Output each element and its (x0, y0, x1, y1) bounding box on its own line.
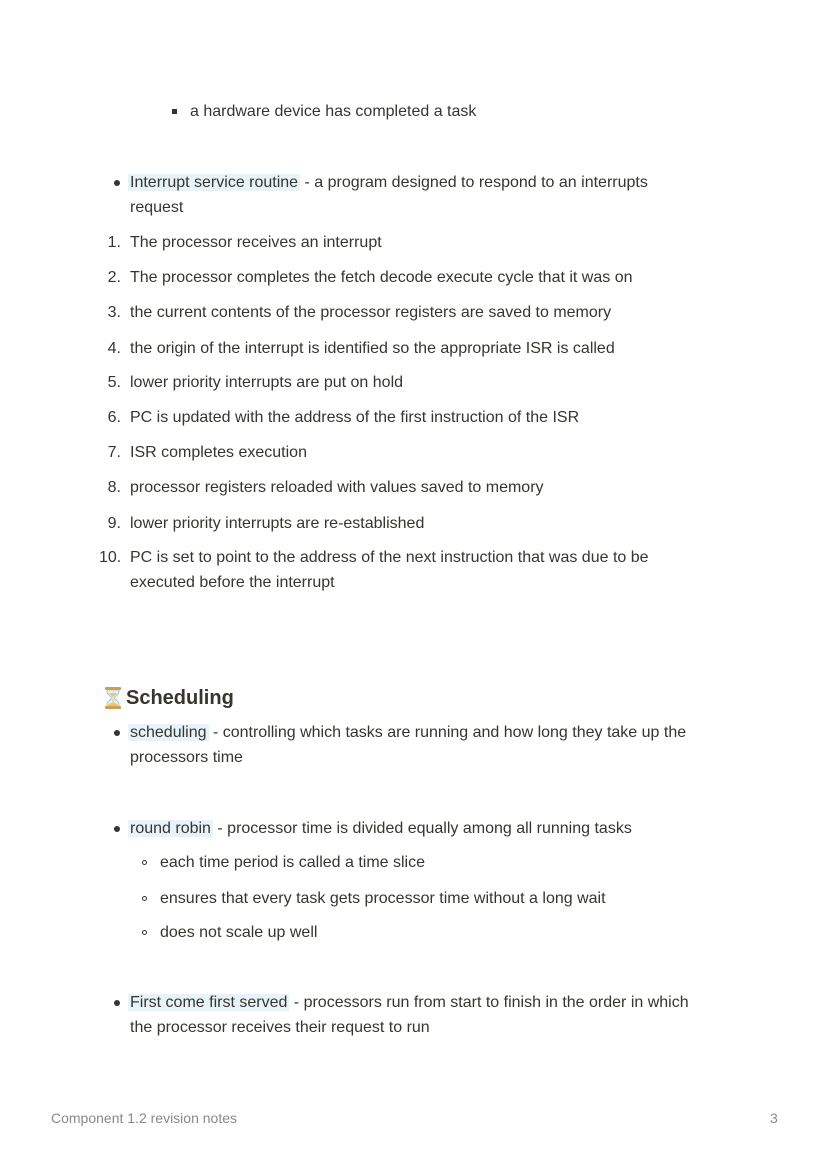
step-text: lower priority interrupts are re-established (130, 515, 425, 532)
square-bullet-icon (172, 109, 177, 114)
round-robin-definition (130, 816, 632, 841)
step-text: processor registers reloaded with values saved to memory (130, 479, 544, 496)
page-number: 3 (770, 1110, 778, 1126)
round-robin-subitem: does not scale up well (160, 924, 318, 941)
isr-definition (130, 170, 648, 195)
step-number: 2. (107, 269, 121, 286)
round-robin-term: round robin (130, 820, 211, 837)
fcfs-term: First come first served (130, 994, 288, 1011)
circle-bullet-icon (142, 896, 147, 901)
step-text: lower priority interrupts are put on hold (130, 374, 404, 391)
step-text: the origin of the interrupt is identified so the appropriate ISR is called (130, 340, 615, 357)
hourglass-icon (103, 686, 123, 710)
bullet-icon (114, 1000, 120, 1006)
circle-bullet-icon (142, 860, 147, 865)
step-number: 7. (107, 444, 121, 461)
bullet-icon (114, 730, 120, 736)
scheduling-heading (103, 684, 234, 712)
round-robin-subitem: ensures that every task gets processor time without a long wait (160, 890, 606, 907)
circle-bullet-icon (142, 930, 147, 935)
step-text: the current contents of the processor registers are saved to memory (130, 304, 612, 321)
bullet-icon (114, 180, 120, 186)
scheduling-term: scheduling (130, 724, 207, 741)
scheduling-heading-text: Scheduling (126, 687, 234, 709)
step-text: PC is set to point to the address of the next instruction that was due to be (130, 549, 649, 566)
step-number: 6. (107, 409, 121, 426)
footer-title: Component 1.2 revision notes (51, 1110, 237, 1126)
scheduling-definition (130, 720, 686, 745)
fcfs-definition (130, 990, 689, 1015)
scheduling-line2: processors time (130, 749, 243, 766)
isr-term: Interrupt service routine (130, 174, 299, 191)
round-robin-subitem: each time period is called a time slice (160, 854, 426, 871)
fcfs-line2: the processor receives their request to run (130, 1019, 430, 1036)
step-text: The processor receives an interrupt (130, 234, 382, 251)
scheduling-line1: - controlling which tasks are running and how long they take up the (208, 724, 687, 741)
step-text-continued: executed before the interrupt (130, 574, 335, 591)
step-text: PC is updated with the address of the first instruction of the ISR (130, 409, 580, 426)
fcfs-line1: - processors run from start to finish in the order in which (289, 994, 689, 1011)
step-number: 3. (107, 304, 121, 321)
step-number: 1. (107, 234, 121, 251)
step-number: 9. (107, 515, 121, 532)
isr-line1: - a program designed to respond to an interrupts (300, 174, 648, 191)
step-text: ISR completes execution (130, 444, 307, 461)
step-text: The processor completes the fetch decode execute cycle that it was on (130, 269, 633, 286)
intro-subitem: a hardware device has completed a task (190, 103, 477, 120)
step-number: 5. (107, 374, 121, 391)
step-number: 4. (107, 340, 121, 357)
isr-line2: request (130, 199, 184, 216)
step-number: 10. (99, 549, 122, 566)
bullet-icon (114, 826, 120, 832)
round-robin-line1: - processor time is divided equally among all running tasks (212, 820, 632, 837)
step-number: 8. (107, 479, 121, 496)
